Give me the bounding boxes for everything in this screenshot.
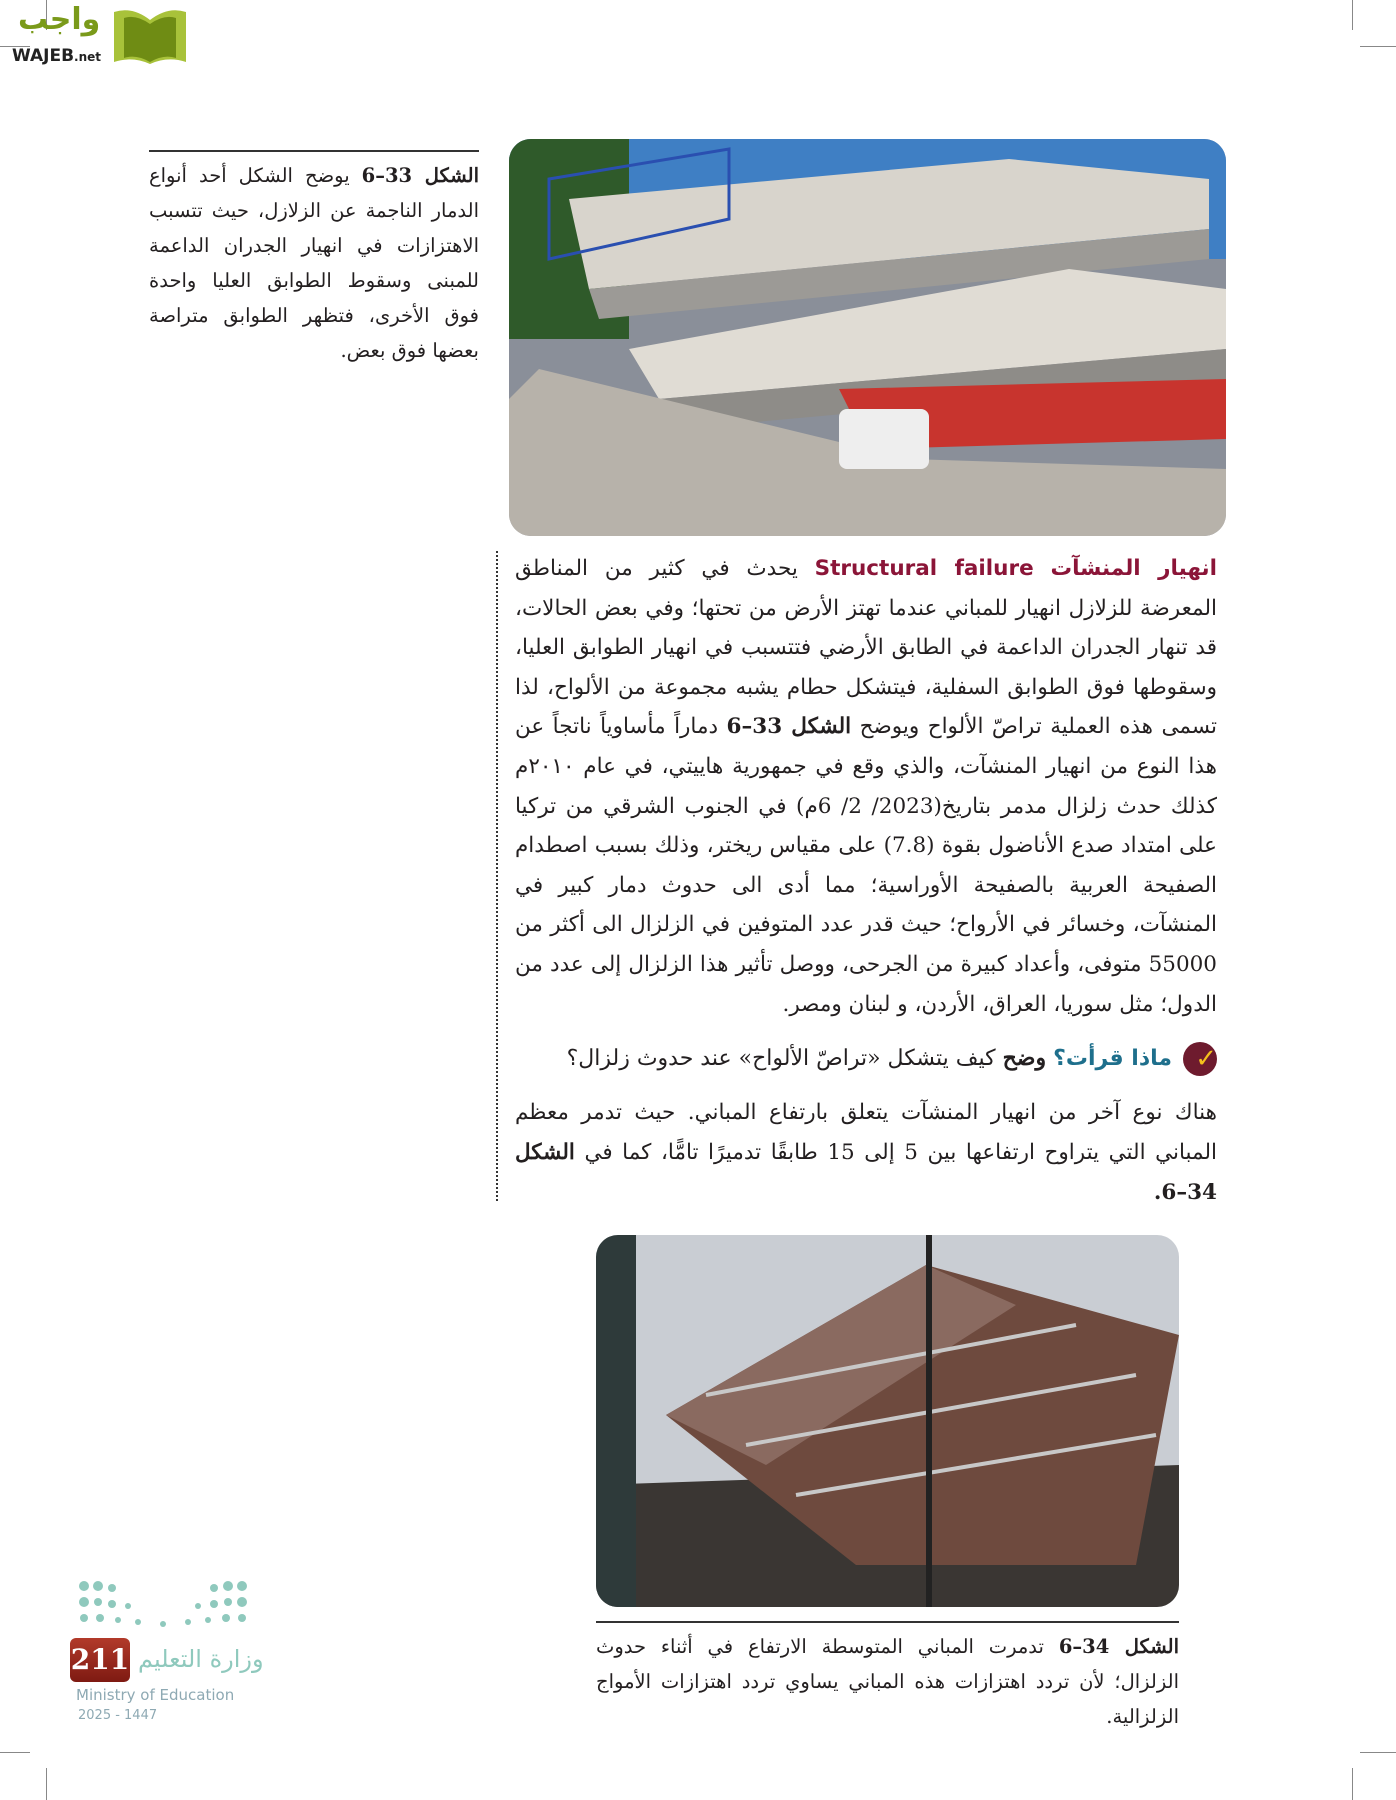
paragraph-text-2: دماراً مأساوياً ناتجاً عن هذا النوع من انهيار المنشآت، والذي وقع في جمهورية هاييتي، في عام ٢٠١٠م كذلك حدث زلزال مدمر بتاريخ(2023/ 2/ 6م) في الجنوب الشرقي من تركيا على امتداد صدع الأناضول بقوة (7.8) على مقياس ريختر، وذلك بسبب اصطدام الصفيحة العربية بالصفيحة الأوراسية؛ مما أدى الى حدوث دمار كبير في المنشآت، وخسائر في الأرواح؛ حيث قدر عدد المتوفين في الزلزال الى أكثر من 55000 متوفى، وأعداد كبيرة من الجرحى، ووصل تأثير هذا الزلزال إلى عدد من الدول؛ مثل سوريا، العراق، الأردن، و لبنان ومصر. <box>515 714 1218 1017</box>
figure-33-caption <box>149 150 479 368</box>
main-column <box>515 549 1217 1734</box>
ministry-dots-logo <box>78 1580 248 1636</box>
logo-text-en: WAJEB.net <box>12 46 102 66</box>
checkmark-icon: ✓ <box>1183 1042 1217 1076</box>
ministry-name-ar: وزارة التعليم <box>138 1645 264 1673</box>
book-icon <box>110 6 190 66</box>
figure-33-label: الشكل 33–6 <box>361 164 479 187</box>
figure-34-caption <box>596 1621 1179 1734</box>
figure-34-ref[interactable]: الشكل 34–6. <box>515 1140 1217 1206</box>
reading-check-verb: وضح <box>1002 1045 1047 1072</box>
page-number: 211 <box>70 1638 130 1682</box>
structural-failure-paragraph <box>515 549 1217 1024</box>
figure-33-ref[interactable]: الشكل 33–6 <box>726 714 852 740</box>
academic-year: 2025 - 1447 <box>78 1708 158 1723</box>
reading-check-question: كيف يتشكل «تراصّ الألواح» عند حدوث زلزال؟ <box>566 1046 996 1072</box>
wajeb-logo[interactable] <box>10 2 190 72</box>
paragraph-text-1: يحدث في كثير من المناطق المعرضة للزلازل انهيار للمباني عندما تهتز الأرض من تحتها؛ وفي بعض الحالات، قد تنهار الجدران الداعمة في الطابق الأرضي فتتسبب في انهيار الطوابق العليا، وسقوطها فوق الطوابق السفلية، فيتشكل حطام يشبه مجموعة من الألواح، لذا تسمى هذه العملية تراصّ الألواح ويوضح <box>515 556 1217 740</box>
building-height-paragraph <box>515 1093 1217 1213</box>
collapsed-building-photo <box>509 139 1226 536</box>
dotted-divider <box>496 551 498 1201</box>
paragraph2-text: هناك نوع آخر من انهيار المنشآت يتعلق بارتفاع المباني. حيث تدمر معظم المباني التي يتراوح ارتفاعها بين 5 إلى 15 طابقًا تدميرًا تامًّا، كما في <box>515 1100 1218 1166</box>
figure-33-text: يوضح الشكل أحد أنواع الدمار الناجمة عن الزلازل، حيث تتسبب الاهتزازات في انهيار الجدران الداعمة للمبنى وسقوط الطوابق العليا واحدة فوق الأخرى، فتظهر الطوابق متراصة بعضها فوق بعض. <box>149 164 479 362</box>
tilted-building-photo <box>596 1235 1179 1607</box>
reading-check <box>515 1038 1217 1079</box>
section-heading-en: Structural failure <box>814 556 1034 581</box>
reading-check-label: ماذا قرأت؟ <box>1053 1046 1172 1072</box>
section-heading-ar: انهيار المنشآت <box>1050 556 1217 581</box>
ministry-name-en: Ministry of Education <box>76 1686 235 1704</box>
logo-text-ar: واجب <box>18 2 101 37</box>
figure-34-text: تدمرت المباني المتوسطة الارتفاع في أثناء حدوث الزلزال؛ لأن تردد اهتزازات هذه المباني يساوي تردد اهتزازات الأمواج الزلزالية. <box>596 1635 1179 1729</box>
figure-34-label: الشكل 34–6 <box>1058 1635 1179 1659</box>
ministry-footer <box>70 1580 310 1730</box>
